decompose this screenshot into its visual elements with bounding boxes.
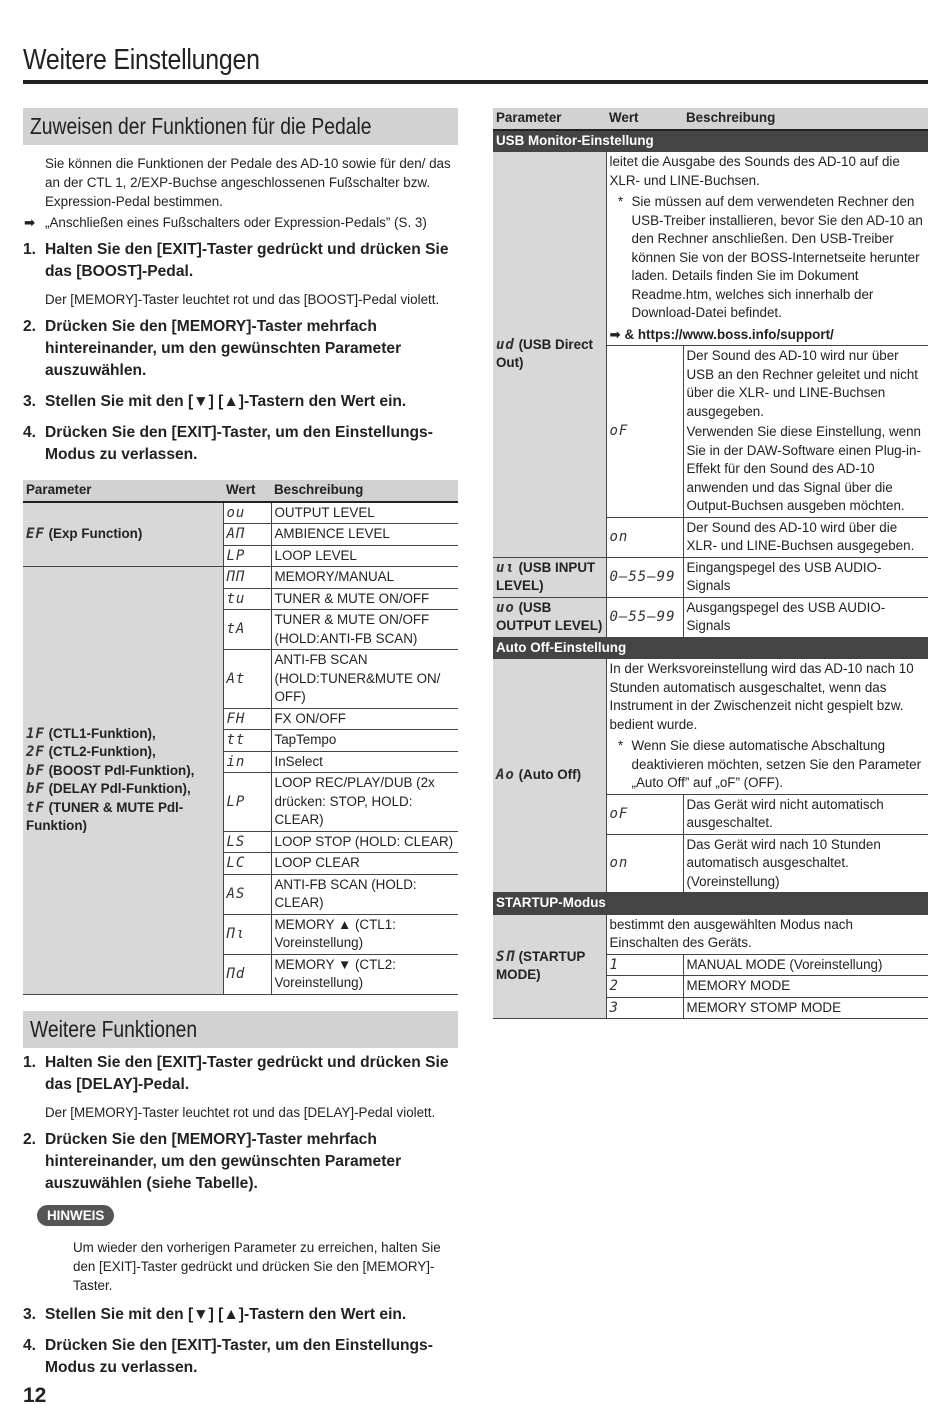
table-row: LP LOOP LEVEL [23, 545, 458, 567]
table-row: FH FX ON/OFF [23, 708, 458, 730]
table-row: on Der Sound des AD-10 wird über die XLR- und LINE-Buchsen ausgegeben. [493, 517, 928, 557]
title-rule [23, 80, 928, 84]
table-row: oF Der Sound des AD-10 wird nur über USB an den Rechner geleitet und nicht über die XLR- und LINE-Buchsen ausgegeben. [493, 346, 928, 423]
table-row: LC LOOP CLEAR [23, 853, 458, 875]
hinweis-badge: HINWEIS [37, 1205, 114, 1226]
table-row: Verwenden Sie diese Einstellung, wenn Sie in der DAW-Software einen Plug-in-Effekt für den Sound des AD-10 anwenden und das Signal über die Output-Buchsen ausgeben möchten. [493, 422, 928, 517]
step-1: 1. Halten Sie den [EXIT]-Taster gedrückt und drücken Sie das [BOOST]-Pedal. [23, 241, 449, 280]
support-link[interactable]: & https://www.boss.info/support/ [624, 326, 834, 342]
param-usb-input-level: uι (USB INPUT LEVEL) [493, 557, 606, 597]
table-row: oF Das Gerät wird nicht automatisch ausgeschaltet. [493, 794, 928, 834]
table-row: At ANTI-FB SCAN (HOLD:TUNER&MUTE ON/ OFF) [23, 650, 458, 709]
step-1-note: Der [MEMORY]-Taster leuchtet rot und das [BOOST]-Pedal violett. [45, 292, 440, 307]
reference [24, 213, 458, 232]
subsection-usb-monitor: USB Monitor-Einstellung [493, 130, 928, 152]
table-row: AS ANTI-FB SCAN (HOLD: CLEAR) [23, 874, 458, 914]
table-row: 3 MEMORY STOMP MODE [493, 997, 928, 1019]
param-usb-output-level: uo (USB OUTPUT LEVEL) [493, 597, 606, 637]
table-row: Πι MEMORY ▲ (CTL1: Voreinstellung) [23, 914, 458, 954]
table-row: on Das Gerät wird nach 10 Stunden automatisch ausgeschaltet. (Voreinstellung) [493, 834, 928, 893]
subsection-startup: STARTUP-Modus [493, 893, 928, 915]
section-heading-pedal-functions: Zuweisen der Funktionen für die Pedale [23, 108, 458, 145]
step-3: 3. Stellen Sie mit den [▼] [▲]-Tastern den Wert ein. [23, 1305, 407, 1323]
step-4: 4. Drücken Sie den [EXIT]-Taster, um den Einstellungs-Modus zu verlassen. [23, 1336, 433, 1376]
intro-text: Sie können die Funktionen der Pedale des AD-10 sowie für den/ das an der CTL 1, 2/EXP-Buchse angeschlossenen Fußschalter bzw. Expression-Pedal bestimmen. [45, 156, 451, 209]
page-number: 12 [23, 1384, 47, 1405]
table-header-row: Parameter Wert Beschreibung [493, 108, 928, 130]
table-row: SΠ (STARTUP MODE) bestimmt den ausgewählten Modus nach Einschalten des Geräts. [493, 914, 928, 954]
reference-link[interactable]: „Anschließen eines Fußschalters oder Expression-Pedals” (S. 3) [45, 215, 427, 230]
table-row: Πd MEMORY ▼ (CTL2: Voreinstellung) [23, 954, 458, 994]
table-row: ud (USB Direct Out) leitet die Ausgabe des Sounds des AD-10 auf die XLR- und LINE-Buchsen. * Sie müssen auf dem verwendeten Rechner den USB-Treiber installieren, bevor Sie den AD-10 an den Rechner anschließen. Den USB-Treiber können Sie von der BOSS-Internetseite herunter laden. Details finden Sie im Dokument Readme.htm, welches sich innerhalb der Download-Datei befindet. ➡ & https://www.boss.info/support/ [493, 152, 928, 346]
page-title: Weitere Einstellungen [23, 44, 260, 76]
subsection-auto-off: Auto Off-Einstellung [493, 637, 928, 659]
arrow-right-icon: ➡ [24, 215, 36, 230]
step-3: 3. Stellen Sie mit den [▼] [▲]-Tastern den Wert ein. [23, 393, 407, 410]
param-usb-direct-out: ud (USB Direct Out) [493, 152, 606, 558]
table-row: Ao (Auto Off) In der Werksvoreinstellung wird das AD-10 nach 10 Stunden automatisch ausgeschaltet, wenn das Instrument in der Zwischenzeit nicht gespielt bzw. bedient wurde. * Wenn Sie diese automatische Abschaltung deaktivieren möchten, setzen Sie den Parameter „Auto Off” auf „oF” (OFF). [493, 659, 928, 795]
table-row: 1F (CTL1-Funktion), 2F (CTL2-Funktion), bF (BOOST Pdl-Funktion), bF (DELAY Pdl-Funktion), tF (TUNER & MUTE Pdl-Funktion) ΠΠ MEMORY/MANUAL [23, 567, 458, 589]
table-row: uι (USB INPUT LEVEL) 0–55–99 Eingangspegel des USB AUDIO-Signals [493, 557, 928, 597]
arrow-right-icon: ➡ [609, 326, 621, 342]
table-header-row: Parameter Wert Beschreibung [23, 480, 458, 502]
step-1: 1. Halten Sie den [EXIT]-Taster gedrückt und drücken Sie das [DELAY]-Pedal. [23, 1053, 449, 1093]
step-1-note: Der [MEMORY]-Taster leuchtet rot und das [DELAY]-Pedal violett. [45, 1104, 436, 1120]
table-row: 1 MANUAL MODE (Voreinstellung) [493, 954, 928, 976]
pedal-function-table [23, 480, 458, 995]
table-row: tu TUNER & MUTE ON/OFF [23, 588, 458, 610]
table-row: EF (Exp Function) ou OUTPUT LEVEL [23, 502, 458, 524]
left-column [23, 108, 458, 1379]
table-row: 2 MEMORY MODE [493, 976, 928, 998]
table-row: tA TUNER & MUTE ON/OFF (HOLD:ANTI-FB SCAN) [23, 610, 458, 650]
section-heading-more-functions: Weitere Funktionen [23, 1011, 458, 1048]
settings-table [493, 108, 928, 1019]
param-ctl-functions: 1F (CTL1-Funktion), 2F (CTL2-Funktion), bF (BOOST Pdl-Funktion), bF (DELAY Pdl-Funktion), tF (TUNER & MUTE Pdl-Funktion) [23, 567, 223, 995]
table-row: in InSelect [23, 751, 458, 773]
table-row: LS LOOP STOP (HOLD: CLEAR) [23, 831, 458, 853]
right-column [493, 108, 928, 1019]
hinweis-text: Um wieder den vorherigen Parameter zu erreichen, halten Sie den [EXIT]-Taster gedrückt und drücken Sie den [MEMORY]-Taster. [73, 1239, 441, 1293]
param-auto-off: Ao (Auto Off) [493, 659, 606, 893]
step-2: 2. Drücken Sie den [MEMORY]-Taster mehrfach hintereinander, um den gewünschten Parameter auszuwählen. [23, 318, 402, 379]
step-4: 4. Drücken Sie den [EXIT]-Taster, um den Einstellungs-Modus zu verlassen. [23, 424, 433, 463]
table-row: LP LOOP REC/PLAY/DUB (2x drücken: STOP, HOLD: CLEAR) [23, 773, 458, 832]
table-row: AΠ AMBIENCE LEVEL [23, 524, 458, 546]
param-startup-mode: SΠ (STARTUP MODE) [493, 914, 606, 1019]
step-2: 2. Drücken Sie den [MEMORY]-Taster mehrfach hintereinander, um den gewünschten Parameter auszuwählen (siehe Tabelle). [23, 1130, 402, 1192]
table-row: tt TapTempo [23, 730, 458, 752]
param-exp-function: EF (Exp Function) [23, 502, 223, 567]
table-row: uo (USB OUTPUT LEVEL) 0–55–99 Ausgangspegel des USB AUDIO-Signals [493, 597, 928, 637]
